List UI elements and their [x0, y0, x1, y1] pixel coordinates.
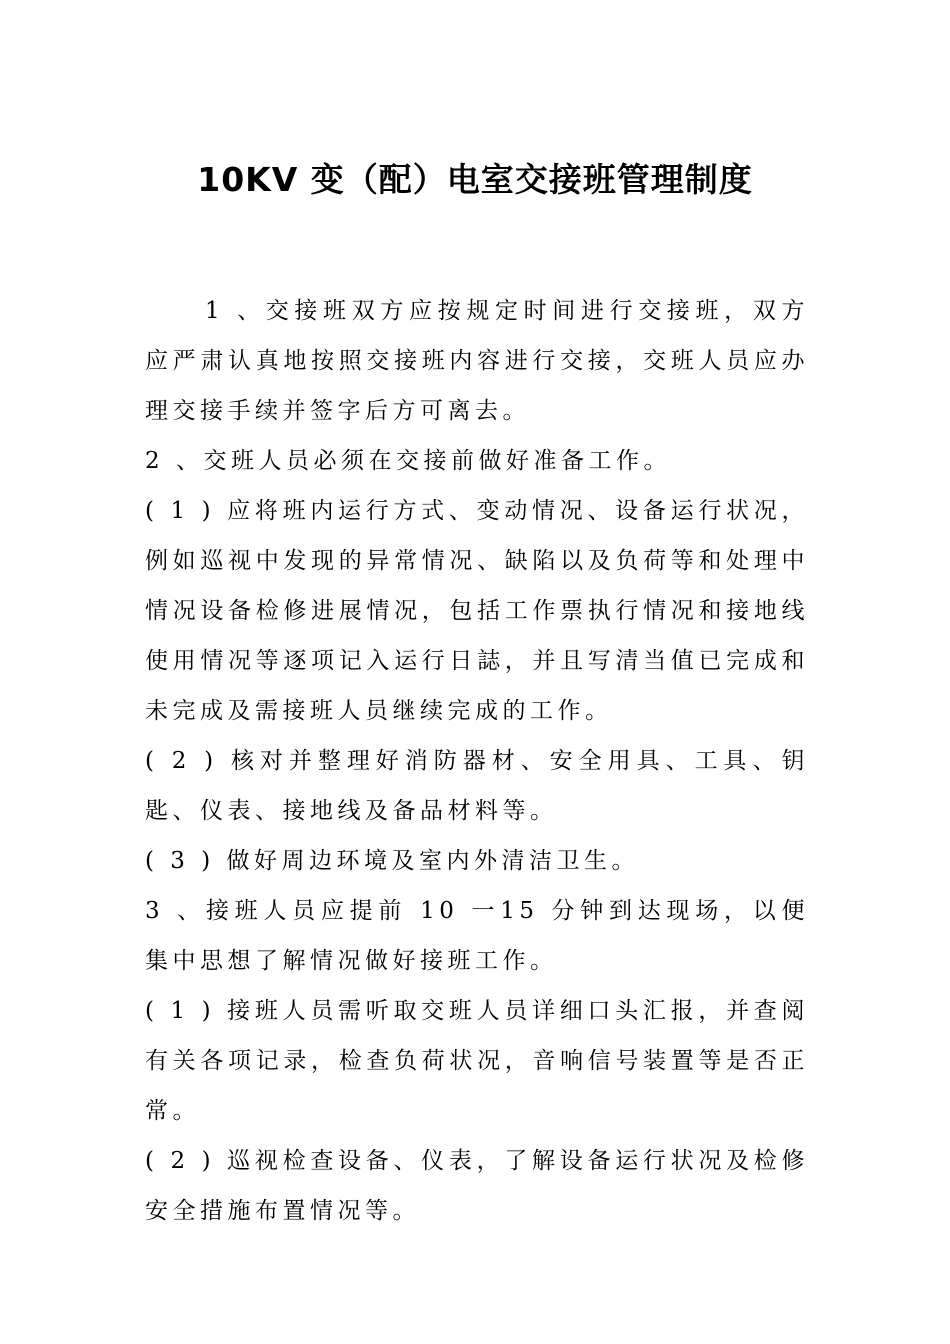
- paragraph-2-3: ( 3 ) 做好周边环境及室内外清洁卫生。: [145, 848, 640, 874]
- paragraph-3: 3 、接班人员应提前 10 一15 分钟到达现场，以便集中思想了解情况做好接班工作。: [145, 898, 809, 974]
- paragraph-3-1: ( 1 ) 接班人员需听取交班人员详细口头汇报，并查阅有关各项记录，检查负荷状况，音响信号装置等是否正常。: [145, 998, 809, 1124]
- paragraph-2-2: ( 2 ) 核对并整理好消防器材、安全用具、工具、钥匙、仪表、接地线及备品材料等。: [145, 748, 809, 824]
- paragraph-1: 1 、交接班双方应按规定时间进行交接班，双方应严肃认真地按照交接班内容进行交接，交班人员应办理交接手续并签字后方可离去。: [145, 298, 809, 424]
- document-title: 10KV 变（配）电室交接班管理制度: [197, 160, 753, 199]
- paragraph-2-1: ( 1 ) 应将班内运行方式、变动情况、设备运行状况，例如巡视中发现的异常情况、缺陷以及负荷等和处理中情况设备检修进展情况，包括工作票执行情况和接地线使用情况等逐项记入运行日誌，并且写清当值已完成和未完成及需接班人员继续完成的工作。: [145, 498, 809, 724]
- paragraph-3-2: ( 2 ) 巡视检查设备、仪表，了解设备运行状况及检修安全措施布置情况等。: [145, 1148, 809, 1224]
- document-body: [145, 286, 809, 1236]
- paragraph-2: 2 、交班人员必须在交接前做好准备工作。: [145, 448, 671, 474]
